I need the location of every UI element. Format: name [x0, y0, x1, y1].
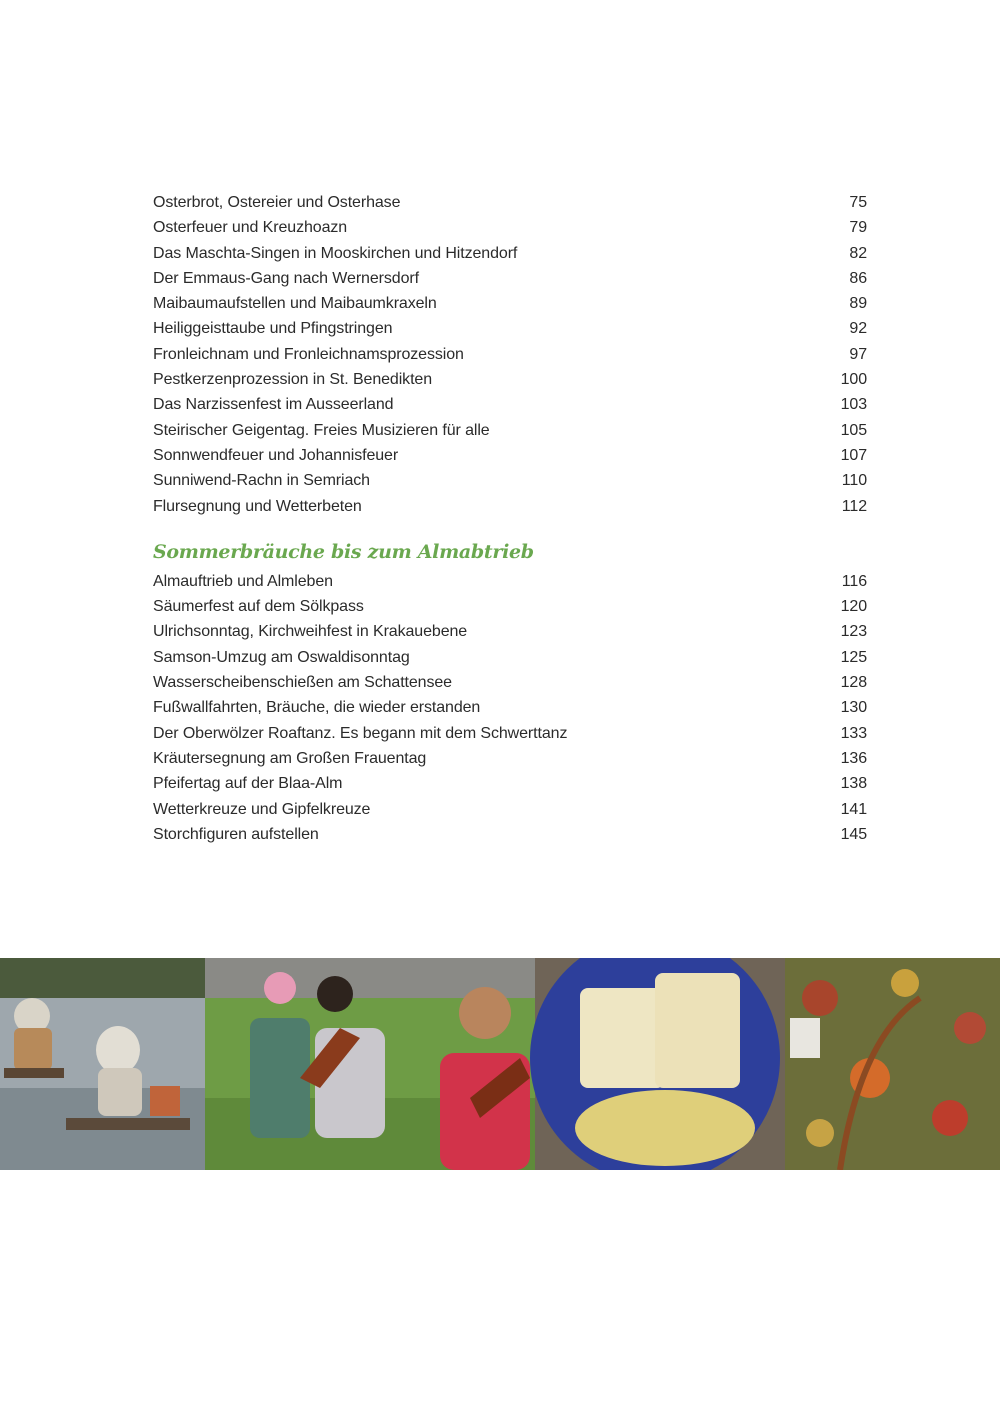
toc-entry [153, 291, 867, 316]
toc-entry-title: Kräutersegnung am Großen Frauentag [153, 749, 427, 767]
toc-entry-page: 105 [840, 421, 867, 439]
toc-entry-page: 79 [849, 219, 867, 237]
toc-entry-page: 100 [840, 371, 867, 389]
toc-entry-page: 120 [840, 598, 867, 616]
toc-entry-title: Osterbrot, Ostereier und Osterhase [153, 194, 401, 211]
toc-entry [153, 771, 867, 796]
toc-entry [153, 392, 867, 417]
toc-entry-page: 141 [840, 800, 867, 818]
toc-entry [153, 822, 867, 847]
toc-entry [153, 594, 867, 619]
toc-entry-page: 112 [841, 497, 867, 515]
toc-entry-title: Das Maschta-Singen in Mooskirchen und Hitzendorf [153, 244, 518, 262]
photo-lake-figures [0, 958, 205, 1170]
toc-entry-page: 75 [849, 194, 867, 211]
photo-strip [0, 958, 1000, 1170]
toc-entry-page: 89 [849, 295, 867, 313]
photo-violin-children [205, 958, 535, 1170]
toc-entry [153, 190, 867, 215]
toc-entry [153, 619, 867, 644]
toc-entry-page: 125 [840, 648, 867, 666]
toc-entry-title: Wetterkreuze und Gipfelkreuze [153, 800, 371, 818]
toc-entry-page: 92 [849, 320, 867, 338]
toc-entry [153, 569, 867, 594]
toc-entry [153, 721, 867, 746]
toc-entry-title: Maibaumaufstellen und Maibaumkraxeln [153, 295, 437, 313]
toc-entry-page: 136 [840, 749, 867, 767]
section-title: Sommerbräuche bis zum Almabtrieb [153, 540, 534, 563]
toc-entry-title: Pestkerzenprozession in St. Benedikten [153, 371, 433, 389]
toc-entry [153, 241, 867, 266]
toc-entry [153, 670, 867, 695]
toc-entry-page: 145 [840, 825, 867, 843]
toc-entry-title: Ulrichsonntag, Kirchweihfest in Krakauebene [153, 623, 468, 641]
toc-entry [153, 443, 867, 468]
toc-entry-title: Säumerfest auf dem Sölkpass [153, 598, 364, 616]
toc-entry [153, 418, 867, 443]
table-of-contents [153, 190, 867, 847]
toc-entry [153, 494, 867, 519]
toc-entry-page: 107 [840, 446, 867, 464]
toc-entry-page: 123 [840, 623, 867, 641]
toc-entry-title: Wasserscheibenschießen am Schattensee [153, 674, 452, 692]
toc-entry-title: Sunniwend-Rachn in Semriach [153, 472, 370, 490]
toc-entry [153, 468, 867, 493]
toc-entry [153, 316, 867, 341]
toc-entry-page: 82 [849, 244, 867, 262]
toc-entry-page: 103 [840, 396, 867, 414]
toc-entry-title: Heiliggeisttaube und Pfingstringen [153, 320, 393, 338]
toc-entry [153, 215, 867, 240]
toc-entry-page: 128 [840, 674, 867, 692]
toc-entry [153, 645, 867, 670]
toc-entry-title: Pfeifertag auf der Blaa-Alm [153, 775, 343, 793]
toc-entry-title: Osterfeuer und Kreuzhoazn [153, 219, 348, 237]
toc-entry [153, 266, 867, 291]
toc-entry-title: Storchfiguren aufstellen [153, 825, 319, 843]
toc-entry-page: 97 [849, 345, 867, 363]
toc-part-2 [153, 569, 867, 847]
toc-entry-title: Almauftrieb und Almleben [153, 572, 333, 590]
toc-entry-page: 86 [849, 269, 867, 287]
toc-entry [153, 367, 867, 392]
toc-entry-page: 133 [840, 724, 867, 742]
toc-entry-page: 138 [840, 775, 867, 793]
toc-entry-title: Der Emmaus-Gang nach Wernersdorf [153, 269, 419, 287]
photo-butter-plate [530, 958, 785, 1170]
toc-entry [153, 746, 867, 771]
toc-entry-title: Sonnwendfeuer und Johannisfeuer [153, 446, 399, 464]
toc-entry-title: Der Oberwölzer Roaftanz. Es begann mit dem Schwerttanz [153, 724, 568, 742]
toc-entry [153, 342, 867, 367]
toc-entry-title: Fußwallfahrten, Bräuche, die wieder erstanden [153, 699, 481, 717]
toc-part-1 [153, 190, 867, 519]
toc-entry-page: 130 [840, 699, 867, 717]
toc-entry-title: Das Narzissenfest im Ausseerland [153, 396, 394, 414]
toc-entry-page: 116 [841, 572, 867, 590]
toc-entry-title: Flursegnung und Wetterbeten [153, 497, 362, 515]
toc-entry [153, 695, 867, 720]
toc-entry-page: 110 [841, 472, 867, 490]
photo-strip-svg [0, 958, 1000, 1170]
toc-entry-title: Steirischer Geigentag. Freies Musizieren für alle [153, 421, 490, 439]
toc-entry [153, 797, 867, 822]
toc-entry-title: Fronleichnam und Fronleichnamsprozession [153, 345, 464, 363]
toc-entry-title: Samson-Umzug am Oswaldisonntag [153, 648, 410, 666]
photo-herb-basket [785, 958, 1000, 1170]
